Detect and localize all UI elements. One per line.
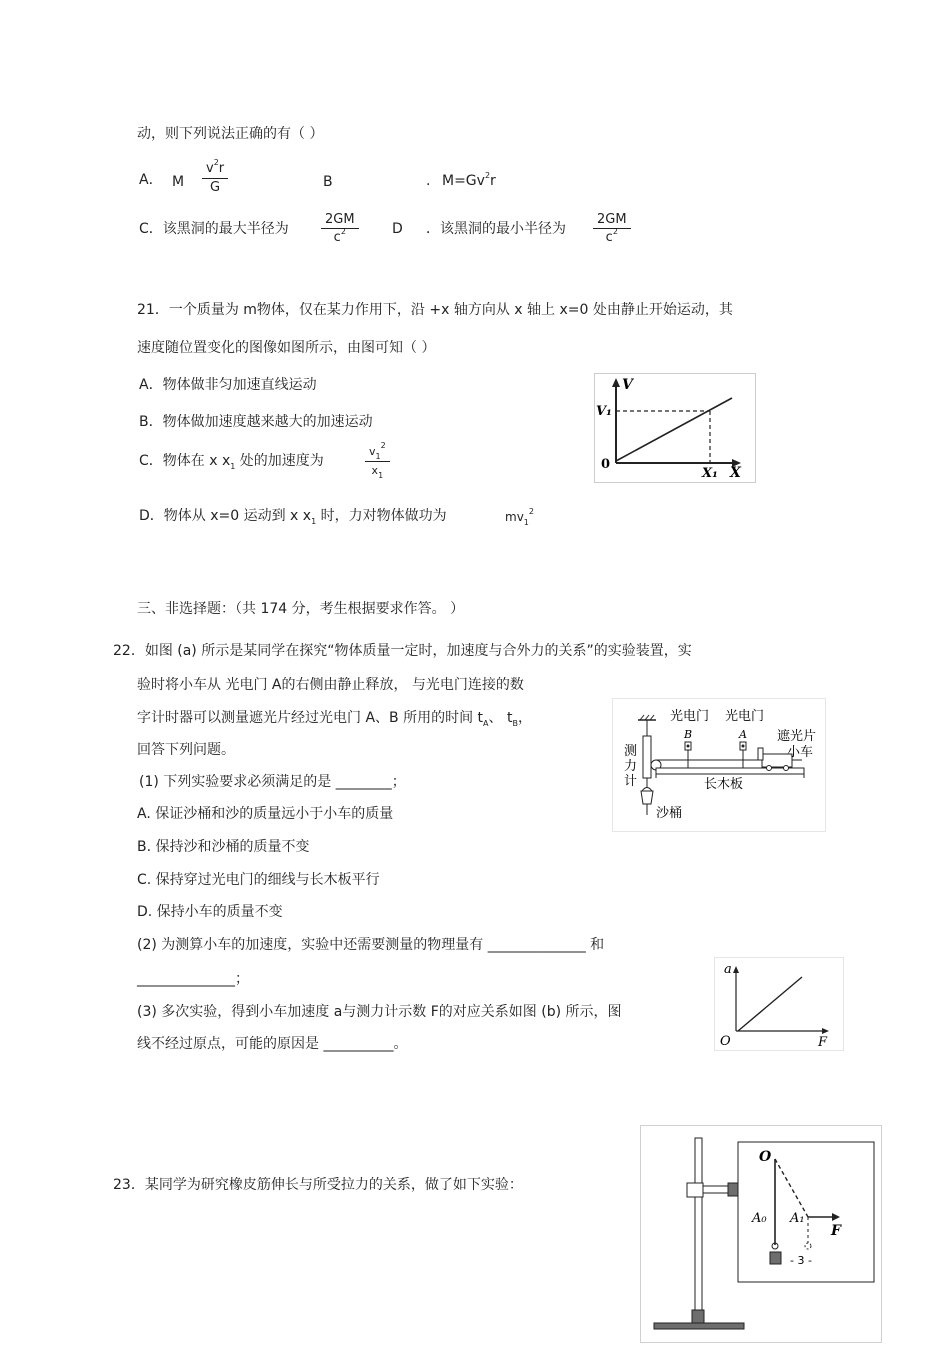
q22-part2: (2) 为测算小车的加速度，实验中还需要测量的物理量有 ______________ 和 (137, 937, 605, 953)
q21-option-c-fraction: $\frac{v_1^2}{x_1}$ (365, 443, 390, 480)
q21-option-b: B．物体做加速度越来越大的加速运动 (139, 414, 373, 430)
q22-line1: 22．如图 (a) 所示是某同学在探究“物体质量一定时，加速度与合外力的关系”的实验装置，实 (113, 643, 692, 659)
point-o-label: O (759, 1149, 772, 1165)
q22-option-a: A. 保证沙桶和沙的质量远小于小车的质量 (137, 806, 394, 822)
q22-line2: 验时将小车从 光电门 A的右侧由静止释放， 与光电门连接的数 (137, 677, 524, 693)
q23-text: 23．某同学为研究橡皮筋伸长与所受拉力的关系，做了如下实验： (113, 1177, 523, 1193)
q22-option-b: B. 保持沙和沙桶的质量不变 (137, 839, 310, 855)
q20-option-a-fraction: $\frac{v^2r}{G}$ (202, 160, 228, 196)
q21-option-c: C．物体在 x $x_1$ 处的加速度为 (139, 453, 324, 471)
q21-option-d: D．物体从 x=0 运动到 x $x_1$ 时，力对物体做功为 (139, 508, 447, 526)
v-x-line (616, 398, 732, 461)
q21-option-a: A．物体做非匀加速直线运动 (139, 377, 317, 393)
q20-option-b-label: B (323, 174, 333, 190)
q20-option-c-fraction: $\frac{2GM}{c^2}$ (321, 211, 359, 247)
a-f-line (738, 977, 802, 1031)
meter-label-2: 力 (624, 759, 638, 774)
q20-option-a-lhs: M (172, 174, 185, 190)
weight-icon (770, 1252, 781, 1264)
bucket-label: 沙桶 (656, 806, 683, 821)
meter-label-3: 计 (624, 774, 638, 789)
force-label: F (831, 1223, 841, 1239)
long-board (656, 768, 804, 774)
q22-part2-blank: ______________； (137, 971, 249, 987)
car-label: 小车 (787, 745, 814, 760)
q20-intro: 动，则下列说法正确的有（ ） (137, 126, 324, 142)
q22-part1: (1) 下列实验要求必须满足的是 ________； (139, 774, 406, 790)
v-axis-arrow-icon (612, 378, 620, 387)
page-number: - 3 - (790, 1254, 812, 1267)
q20-option-b-expr: $M=Gv^2r$ (442, 171, 496, 189)
x-axis-label: X (730, 465, 741, 481)
q20-option-c: C．该黑洞的最大半径为 (139, 221, 289, 237)
origin-label: O (720, 1034, 731, 1049)
q20-option-b-dot: . (426, 173, 431, 189)
q21-option-d-expr: $mv_1^2$ (505, 507, 534, 527)
shading-plate-icon (758, 748, 763, 760)
x1-label: X₁ (702, 466, 718, 481)
sand-bucket-icon (641, 791, 653, 804)
shade-label: 遮光片 (777, 729, 817, 744)
point-a1-label: A₁ (790, 1211, 805, 1226)
q20-option-d: ．该黑洞的最小半径为 (426, 221, 566, 237)
origin-label: 0 (601, 457, 611, 472)
q22-part3-cont: 线不经过原点，可能的原因是 __________。 (137, 1036, 408, 1052)
q20-option-d-label: D (392, 221, 403, 237)
q22-apparatus-figure (612, 698, 826, 832)
q20-option-a-label: A． (139, 172, 163, 188)
section-3-heading: 三、非选择题：（共 174 分，考生根据要求作答。 ） (137, 601, 465, 617)
point-a0-label: A₀ (752, 1211, 767, 1226)
f-axis-arrow-icon (822, 1028, 829, 1034)
gate-a-label: A (739, 728, 747, 741)
gate-b-label: B (684, 728, 693, 741)
v1-label: V₁ (596, 404, 612, 419)
meter-label-1: 测 (624, 744, 638, 759)
q22-part3: (3) 多次实验，得到小车加速度 a与测力计示数 F的对应关系如图 (b) 所示，图 (137, 1004, 622, 1020)
f-axis-label: F (818, 1035, 828, 1050)
clamp (687, 1183, 703, 1197)
q21-line1: 21．一个质量为 m物体，仅在某力作用下，沿 +x 轴方向从 x 轴上 x=0 处由静止开始运动，其 (137, 302, 733, 318)
v-axis-label: V (622, 377, 633, 393)
q22-option-d: D. 保持小车的质量不变 (137, 904, 283, 920)
q20-option-d-fraction: $\frac{2GM}{c^2}$ (593, 211, 631, 247)
q21-line2: 速度随位置变化的图像如图所示，由图可知（ ） (137, 340, 436, 356)
gate1-label: 光电门 (670, 709, 710, 724)
q21-vx-graph (594, 373, 756, 483)
stand-rod (695, 1138, 702, 1323)
a-axis-arrow-icon (733, 966, 739, 973)
stand-base (654, 1323, 744, 1329)
q23-figure (640, 1125, 882, 1343)
force-meter-icon (643, 736, 651, 778)
q22-option-c: C. 保持穿过光电门的细线与长木板平行 (137, 872, 380, 888)
board-label: 长木板 (704, 777, 744, 792)
q22-line3: 字计时器可以测量遮光片经过光电门 A、B 所用的时间 $t_A$、 $t_B$， (137, 710, 532, 728)
q22-aF-graph (714, 957, 844, 1051)
q22-line4: 回答下列问题。 (137, 742, 235, 758)
a-axis-label: a (724, 962, 732, 977)
gate2-label: 光电门 (725, 709, 765, 724)
